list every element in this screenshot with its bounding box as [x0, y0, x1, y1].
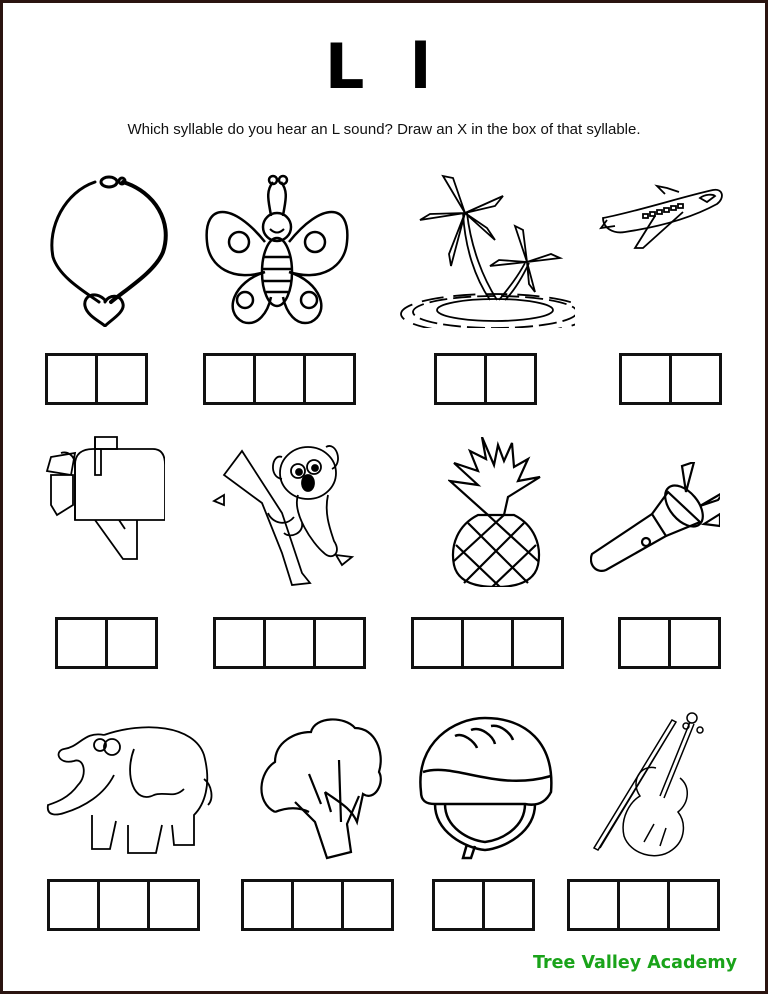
elephant-icon	[44, 725, 216, 860]
syllable-box-1[interactable]	[621, 620, 668, 666]
mailbox-icon	[45, 435, 165, 560]
syllable-box-1[interactable]	[570, 882, 617, 928]
syllable-box-3[interactable]	[341, 882, 391, 928]
syllable-box-2[interactable]	[669, 356, 719, 402]
syllable-box-2[interactable]	[482, 882, 532, 928]
island-icon	[395, 168, 575, 328]
syllable-box-1[interactable]	[244, 882, 291, 928]
syllable-boxes-elephant	[47, 879, 200, 931]
syllable-boxes-koala	[213, 617, 366, 669]
page-title: L l	[324, 30, 444, 103]
syllable-boxes-helmet	[432, 879, 535, 931]
syllable-box-1[interactable]	[435, 882, 482, 928]
syllable-box-2[interactable]	[617, 882, 667, 928]
syllable-box-1[interactable]	[48, 356, 95, 402]
violin-icon	[590, 712, 710, 860]
syllable-box-3[interactable]	[313, 620, 363, 666]
syllable-box-2[interactable]	[484, 356, 534, 402]
butterfly-icon	[203, 172, 351, 327]
syllable-box-1[interactable]	[58, 620, 105, 666]
syllable-box-2[interactable]	[263, 620, 313, 666]
flashlight-icon	[590, 462, 720, 572]
instructions: Which syllable do you hear an L sound? Draw an X in the box of that syllable.	[127, 121, 641, 138]
pineapple-icon	[448, 437, 544, 587]
syllable-boxes-mailbox	[55, 617, 158, 669]
koala-icon	[212, 433, 360, 591]
syllable-box-2[interactable]	[291, 882, 341, 928]
syllable-box-2[interactable]	[668, 620, 718, 666]
broccoli-icon	[255, 712, 385, 862]
syllable-box-1[interactable]	[50, 882, 97, 928]
syllable-boxes-violin	[567, 879, 720, 931]
syllable-boxes-necklace	[45, 353, 148, 405]
syllable-box-1[interactable]	[622, 356, 669, 402]
syllable-box-1[interactable]	[216, 620, 263, 666]
syllable-boxes-broccoli	[241, 879, 394, 931]
syllable-box-2[interactable]	[97, 882, 147, 928]
necklace-icon	[45, 172, 173, 327]
airplane-icon	[595, 182, 725, 252]
helmet-icon	[415, 712, 555, 860]
brand-label: Tree Valley Academy	[533, 953, 738, 973]
syllable-box-1[interactable]	[437, 356, 484, 402]
syllable-boxes-flashlight	[618, 617, 721, 669]
syllable-boxes-airplane	[619, 353, 722, 405]
syllable-boxes-pineapple	[411, 617, 564, 669]
syllable-box-3[interactable]	[511, 620, 561, 666]
syllable-box-1[interactable]	[414, 620, 461, 666]
syllable-boxes-butterfly	[203, 353, 356, 405]
syllable-box-3[interactable]	[667, 882, 717, 928]
syllable-box-3[interactable]	[147, 882, 197, 928]
syllable-box-3[interactable]	[303, 356, 353, 402]
syllable-box-2[interactable]	[95, 356, 145, 402]
syllable-box-2[interactable]	[461, 620, 511, 666]
syllable-boxes-island	[434, 353, 537, 405]
syllable-box-2[interactable]	[105, 620, 155, 666]
syllable-box-1[interactable]	[206, 356, 253, 402]
syllable-box-2[interactable]	[253, 356, 303, 402]
